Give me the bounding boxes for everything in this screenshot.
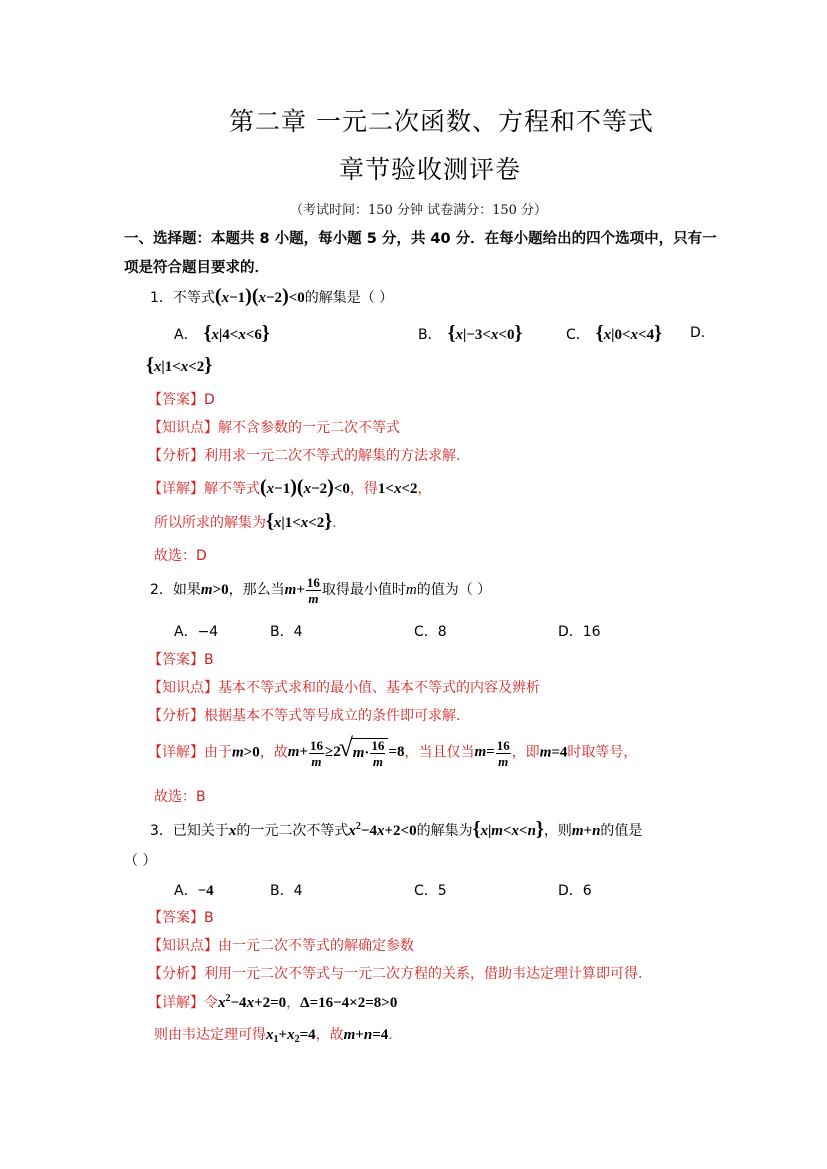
choose-1: 故选：D xyxy=(154,548,207,564)
detail-3-cont: 则由韦达定理可得$x_1+x_2=4$，故m+n=4. xyxy=(154,1027,393,1045)
option-b[interactable]: B．4 xyxy=(270,624,303,640)
analysis-1: 【分析】利用求一元二次不等式的解集的方法求解. xyxy=(148,448,461,464)
analysis-3: 【分析】利用一元二次不等式与一元二次方程的关系，借助韦达定理计算即可得. xyxy=(148,966,643,982)
section-heading: 一、选择题：本题共 8 小题，每小题 5 分，共 40 分．在每小题给出的四个选项中，只有一 xyxy=(124,231,717,247)
question-1: 1．不等式(x−1)(x−2)<0的解集是（ ） xyxy=(150,285,394,307)
question-text-end: 的解集是（ ） xyxy=(304,290,394,306)
detail-1: 【详解】解不等式(x−1)(x−2)<0，得1<x<2， xyxy=(148,476,432,498)
question-3: 3．已知关于x的一元二次不等式$x^2-4x+2<0$的解集为{x|m<x<n}，则m+n的值是 xyxy=(150,818,643,840)
detail-2: 【详解】由于m>0，故m+ $\frac{16}{m}$ ≥2√ m· $\frac{16}{m}$ =8，当且仅当m= $\frac{16}{m}$ ，即m=4时取等号， xyxy=(148,738,637,768)
detail-1-cont: 所以所求的解集为{x|1<x<2}. xyxy=(154,510,337,532)
option-a[interactable]: A． {x|4<x<6} xyxy=(174,322,270,344)
knowledge-1: 【知识点】解不含参数的一元二次不等式 xyxy=(148,420,400,436)
detail-3: 【详解】令$x^2-4x+2=0$，Δ=16−4×2=8>0 xyxy=(148,993,398,1011)
option-c[interactable]: C．8 xyxy=(414,624,447,640)
option-a[interactable]: A．−4 xyxy=(174,883,214,899)
exam-info: （考试时间：150 分钟 试卷满分：150 分） xyxy=(290,203,548,218)
option-d-value: {x|1<x<2} xyxy=(146,354,213,376)
option-c[interactable]: C． {x|0<x<4} xyxy=(566,322,662,344)
knowledge-2: 【知识点】基本不等式求和的最小值、基本不等式的内容及辨析 xyxy=(148,680,540,696)
option-d[interactable]: D．16 xyxy=(558,624,601,640)
answer-3: 【答案】B xyxy=(148,910,214,926)
answer-1: 【答案】D xyxy=(148,392,215,408)
analysis-2: 【分析】根据基本不等式等号成立的条件即可求解. xyxy=(148,708,461,724)
section-heading-cont: 项是符合题目要求的． xyxy=(124,260,269,276)
answer-2: 【答案】B xyxy=(148,652,214,668)
question-text: 1．不等式 xyxy=(150,290,215,306)
option-b[interactable]: B．4 xyxy=(270,883,303,899)
option-d[interactable]: D．6 xyxy=(558,883,592,899)
choose-2: 故选：B xyxy=(154,789,206,805)
knowledge-3: 【知识点】由一元二次不等式的解确定参数 xyxy=(148,938,414,954)
question-2: 2．如果m>0，那么当m+ $\frac{16}{m}$ 取得最小值时m的值为（ ） xyxy=(150,575,492,606)
option-b[interactable]: B． {x|−3<x<0} xyxy=(418,322,523,344)
option-a[interactable]: A．−4 xyxy=(174,624,219,640)
question-3-paren: （ ） xyxy=(124,853,157,869)
option-d[interactable]: D． xyxy=(690,325,715,341)
option-c[interactable]: C．5 xyxy=(414,883,447,899)
page-title: 第二章 一元二次函数、方程和不等式 xyxy=(229,107,654,136)
page-subtitle: 章节验收测评卷 xyxy=(339,155,522,184)
